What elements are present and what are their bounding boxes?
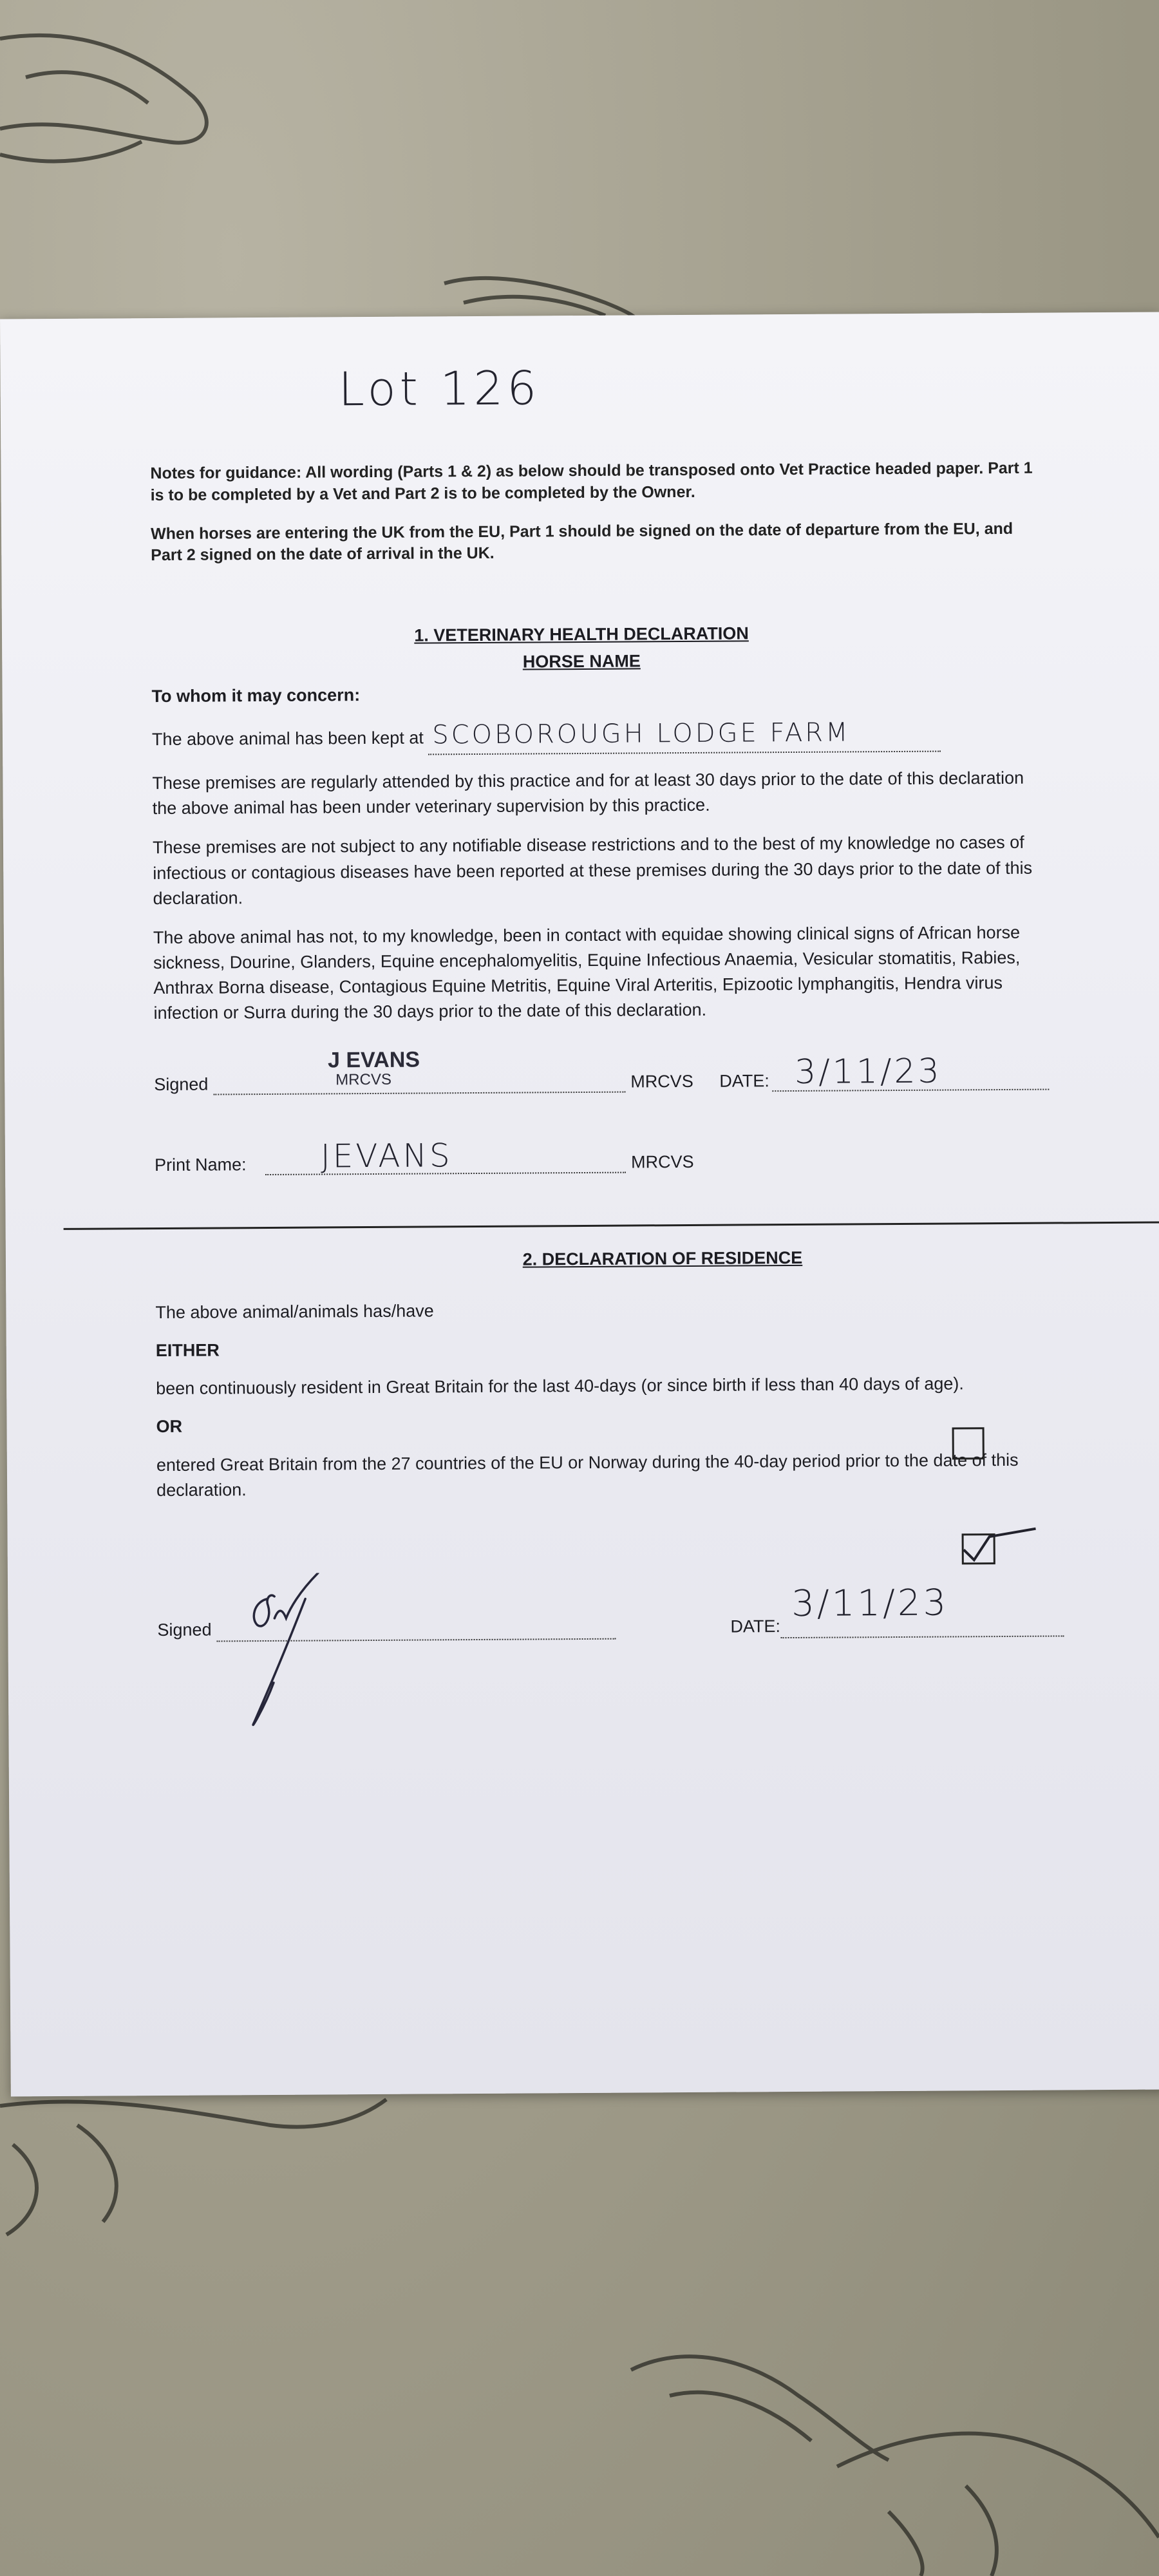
owner-date-value: 3/11/23 bbox=[791, 1582, 949, 1625]
owner-signature bbox=[228, 1573, 358, 1734]
print-name-value: JEVANS bbox=[320, 1137, 453, 1175]
part1-heading: 1. VETERINARY HEALTH DECLARATION bbox=[414, 623, 749, 645]
handwritten-lot-number: Lot 126 bbox=[338, 361, 541, 417]
owner-date-field bbox=[781, 1635, 1064, 1638]
vet-signature-field bbox=[213, 1092, 625, 1095]
vet-signature-stamp: J EVANS bbox=[327, 1047, 420, 1073]
owner-date-label: DATE: bbox=[730, 1616, 781, 1636]
salutation: To whom it may concern: bbox=[151, 685, 361, 706]
vet-date-value: 3/11/23 bbox=[795, 1052, 942, 1092]
notes-paragraph-1: Notes for guidance: All wording (Parts 1 & 2) as below should be transposed onto Vet Practice headed paper. Part 1 is to be completed by a Vet and Part 2 is to be completed by the Owner. bbox=[150, 459, 1033, 504]
kept-at-value: SCOBOROUGH LODGE FARM bbox=[428, 714, 941, 755]
kept-at-line bbox=[152, 713, 1047, 757]
vet-date-label: DATE: bbox=[719, 1071, 769, 1091]
checkmark-icon bbox=[959, 1522, 1037, 1568]
option-entered-text: entered Great Britain from the 27 countries of the EU or Norway during the 40-day period prior to the date of this declaration. bbox=[156, 1450, 1019, 1500]
option-resident-text: been continuously resident in Great Britain for the last 40-days (or since birth if less than 40 days of age). bbox=[156, 1374, 964, 1399]
owner-signature-line bbox=[157, 1582, 1066, 1683]
part1-body bbox=[151, 679, 1048, 1041]
or-label: OR bbox=[156, 1417, 183, 1437]
horse-name-heading: HORSE NAME bbox=[522, 651, 641, 672]
no-contact-paragraph: The above animal has not, to my knowledge, been in contact with equidae showing clinical signs of African horse sickness, Dourine, Glanders, Equine encephalomyelitis, Equine Infectious Anaemia, Vesicular stomatitis, Rabies, Anthrax Borna disease, Contagious Equine Metritis, Equine Viral Arteritis, Epizootic lymphangitis, Hendra virus infection or Surra during the 30 days prior to the date of this declaration. bbox=[153, 922, 1021, 1023]
owner-signed-label: Signed bbox=[157, 1620, 212, 1640]
part2-heading: 2. DECLARATION OF RESIDENCE bbox=[522, 1247, 803, 1269]
option-resident-checkbox[interactable] bbox=[952, 1427, 985, 1459]
premises-attended-paragraph: These premises are regularly attended by this practice and for at least 30 days prior to the date of this declaration the above animal has been under veterinary supervision by this practice. bbox=[152, 768, 1024, 819]
residence-intro: The above animal/animals has/have bbox=[155, 1301, 434, 1323]
vet-signed-label: Signed bbox=[154, 1074, 209, 1095]
guidance-notes bbox=[150, 458, 1039, 583]
declaration-document bbox=[0, 312, 1159, 2097]
option-entered-checkbox[interactable] bbox=[962, 1533, 995, 1564]
print-mrcvs-label: MRCVS bbox=[630, 1151, 694, 1172]
vet-signature-line bbox=[154, 1047, 1068, 1107]
part2-body bbox=[155, 1295, 1051, 1517]
vet-stamp-suffix: MRCVS bbox=[335, 1070, 391, 1089]
vet-mrcvs-label: MRCVS bbox=[630, 1071, 693, 1092]
either-label: EITHER bbox=[155, 1340, 220, 1361]
no-restrictions-paragraph: These premises are not subject to any notifiable disease restrictions and to the best of my knowledge no cases of infectious or contagious diseases have been reported at these premises during the 30 days prior to the date of this declaration. bbox=[152, 833, 1033, 908]
print-name-label: Print Name: bbox=[154, 1155, 247, 1175]
notes-paragraph-2: When horses are entering the UK from the EU, Part 1 should be signed on the date of departure from the EU, and Part 2 signed on the date of arrival in the UK. bbox=[150, 519, 1013, 565]
section-divider bbox=[64, 1221, 1159, 1229]
print-name-line bbox=[154, 1137, 798, 1188]
kept-at-label: The above animal has been kept at bbox=[151, 728, 424, 750]
